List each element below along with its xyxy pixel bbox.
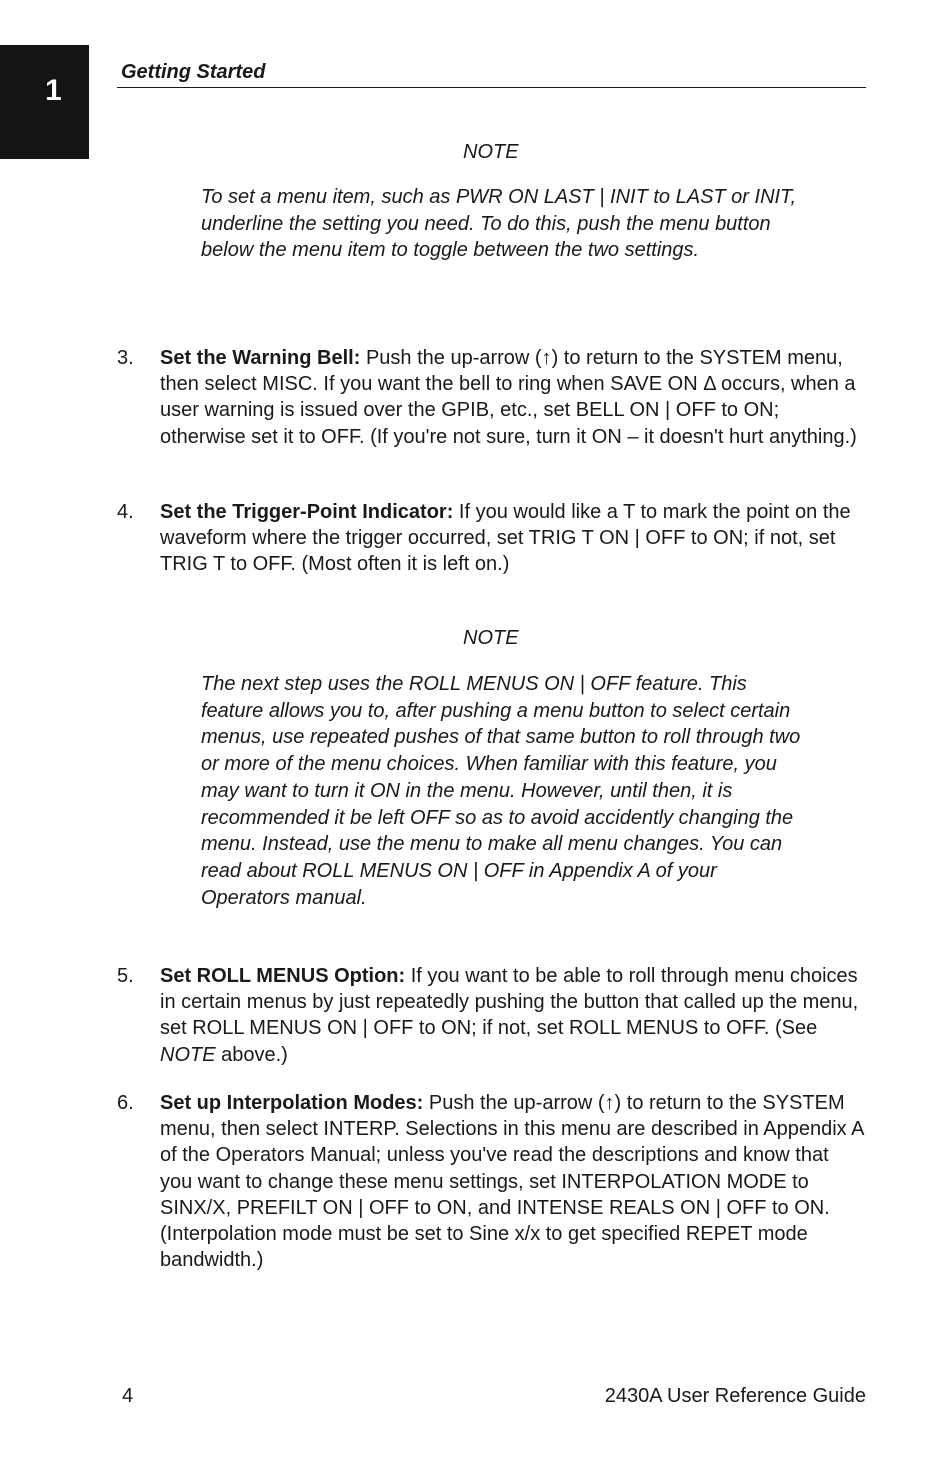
note-heading: NOTE [463, 627, 519, 649]
step-title: Set up Interpolation Modes: [160, 1092, 424, 1114]
step-body: If you want to be able to roll through menu choices in certain menus by just repeatedly pushing the button that called up the menu, set ROLL MENUS ON | OFF to ON; if not, set ROLL MENUS to OFF. (See [160, 965, 859, 1040]
step-body: Push the up-arrow (↑) to return to the SYSTEM menu, then select INTERP. Selections in this menu are described in Appendix A of the Operators Manual; unless you've read the descriptions and know that you want to change these menu settings, set INTERPOLATION MODE to SINX/X, PREFILT ON | OFF to ON, and INTENSE REALS ON | OFF to ON. (Interpolation mode must be set to Sine x/x to get specified REPET mode bandwidth.) [160, 1092, 864, 1272]
step-item [117, 963, 866, 1068]
note-body: The next step uses the ROLL MENUS ON | OFF feature. This feature allows you to, after pushing a menu button to select certain menus, use repeated pushes of that same button to roll through two or more of the menu choices. When familiar with this feature, you may want to turn it ON in the menu. However, until then, it is recommended it be left OFF so as to avoid accidently changing the menu. Instead, use the menu to make all menu changes. You can read about ROLL MENUS ON | OFF in Appendix A of your Operators manual. [201, 673, 801, 909]
step-body-end: above.) [221, 1043, 288, 1066]
step-text [160, 963, 866, 1068]
step-number: 3. [117, 347, 134, 369]
step-item [117, 345, 866, 450]
chapter-number: 1 [45, 74, 62, 107]
step-text [160, 345, 866, 450]
step-number: 4. [117, 501, 134, 523]
step-number: 6. [117, 1092, 134, 1114]
step-title: Set the Warning Bell: [160, 347, 361, 369]
note-body: To set a menu item, such as PWR ON LAST | INIT to LAST or INIT, underline the setting you need. To do this, push the menu button below the menu item to toggle between the two settings. [201, 186, 797, 262]
step-text [160, 1090, 866, 1273]
document-title: 2430A User Reference Guide [604, 1385, 866, 1407]
step-body: Push the up-arrow (↑) to return to the SYSTEM menu, then select MISC. If you want the bell to ring when SAVE ON Δ occurs, when a user warning is issued over the GPIB, etc., set BELL ON | OFF to ON; otherwise set it to OFF. (If you're not sure, turn it ON – it doesn't hurt anything.) [160, 347, 857, 448]
running-header-title: Getting Started [121, 61, 266, 83]
note-heading: NOTE [463, 141, 519, 163]
step-number: 5. [117, 965, 134, 987]
step-body: If you would like a T to mark the point on the waveform where the trigger occurred, set TRIG T ON | OFF to ON; if not, set TRIG T to OFF. (Most often it is left on.) [160, 501, 851, 576]
header-divider [117, 87, 866, 88]
step-title: Set the Trigger-Point Indicator: [160, 501, 454, 523]
step-item [117, 1090, 866, 1273]
page-number: 4 [122, 1385, 134, 1407]
step-emphasis: NOTE [160, 1043, 216, 1066]
step-text [160, 499, 866, 578]
step-item [117, 499, 866, 578]
step-title: Set ROLL MENUS Option: [160, 965, 406, 987]
